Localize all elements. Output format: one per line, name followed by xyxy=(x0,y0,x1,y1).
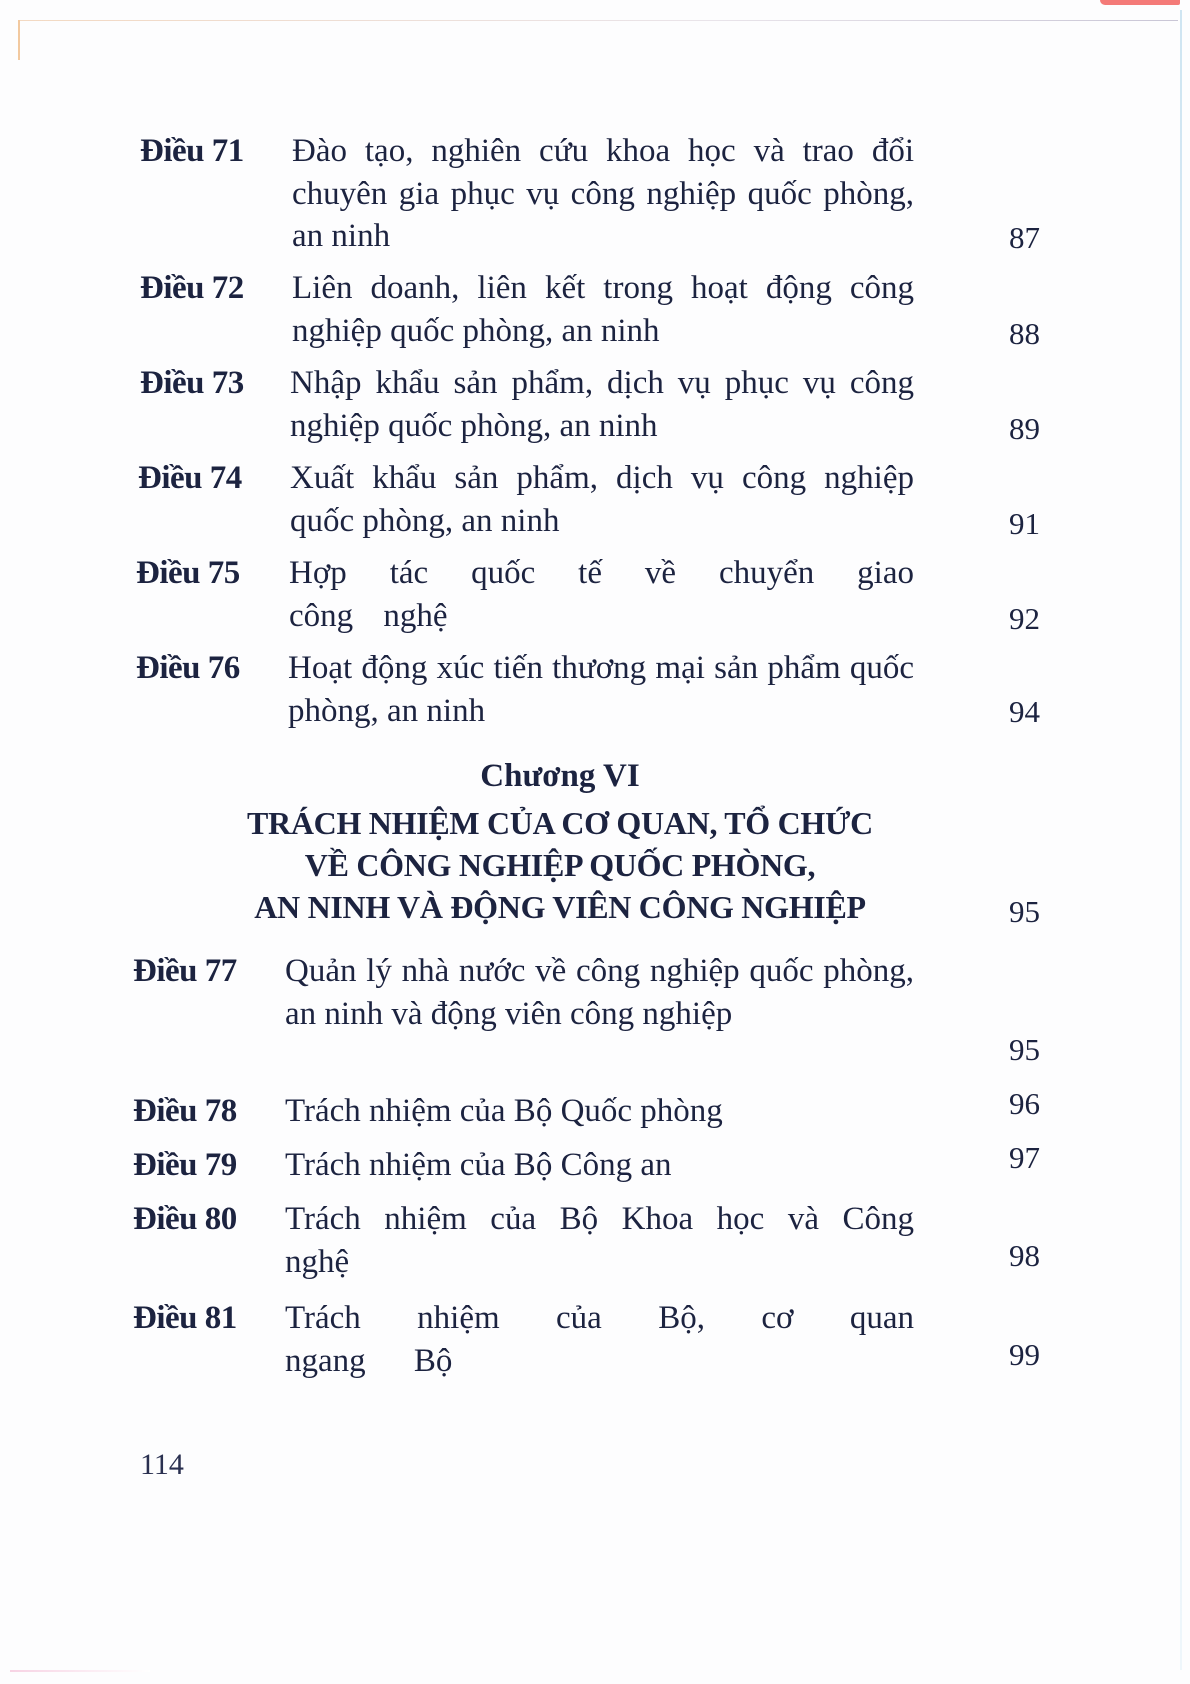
article-label: Điều 77 xyxy=(133,953,237,989)
chapter-title-line-3: AN NINH VÀ ĐỘNG VIÊN CÔNG NGHIỆP xyxy=(254,889,866,925)
page-number: 94 xyxy=(1009,694,1040,729)
article-label: Điều 71 xyxy=(140,133,244,169)
chapter-name: Chương VI xyxy=(480,758,640,794)
article-label: Điều 80 xyxy=(133,1201,237,1237)
page-number: 96 xyxy=(1009,1086,1040,1121)
article-title: Trách nhiệm của Bộ Quốc phòng xyxy=(285,1093,723,1129)
article-label: Điều 72 xyxy=(140,270,244,306)
article-label: Điều 81 xyxy=(133,1300,237,1336)
article-label: Điều 73 xyxy=(140,365,244,401)
article-title: Quản lý nhà nước về công nghiệp quốc phòng, an ninh và động viên công nghiệp xyxy=(285,953,914,1032)
article-title: Trách nhiệm của Bộ Công an xyxy=(285,1147,672,1183)
article-title: Đào tạo, nghiên cứu khoa học và trao đổi chuyên gia phục vụ công nghiệp quốc phòng, an ninh xyxy=(292,133,914,254)
article-title: Hợp tác quốc tế về chuyển giao công nghệ xyxy=(289,555,914,634)
page-edge-top xyxy=(18,20,1178,21)
page-number: 91 xyxy=(1009,506,1040,541)
article-label: Điều 74 xyxy=(138,460,242,496)
article-label: Điều 78 xyxy=(133,1093,237,1129)
article-title: Trách nhiệm của Bộ Khoa học và Công nghệ xyxy=(285,1201,914,1280)
chapter-heading xyxy=(140,754,980,928)
footer-page-number: 114 xyxy=(140,1448,184,1481)
article-title: Xuất khẩu sản phẩm, dịch vụ công nghiệp quốc phòng, an ninh xyxy=(290,460,914,539)
chapter-page-number: 95 xyxy=(1009,894,1040,929)
article-title: Hoạt động xúc tiến thương mại sản phẩm quốc phòng, an ninh xyxy=(288,650,914,729)
page-edge-red-mark xyxy=(1100,0,1180,5)
page-number: 98 xyxy=(1009,1238,1040,1273)
page-corner-bottom xyxy=(10,1670,150,1672)
article-label: Điều 79 xyxy=(133,1147,237,1183)
chapter-title-line-2: VỀ CÔNG NGHIỆP QUỐC PHÒNG, xyxy=(304,847,816,883)
page-number: 99 xyxy=(1009,1337,1040,1372)
page-number: 92 xyxy=(1009,601,1040,636)
page-edge-right xyxy=(1180,10,1182,1670)
page-number: 88 xyxy=(1009,316,1040,351)
chapter-title-line-1: TRÁCH NHIỆM CỦA CƠ QUAN, TỔ CHỨC xyxy=(247,805,873,841)
article-title: Trách nhiệm của Bộ, cơ quan ngang Bộ xyxy=(285,1300,914,1379)
article-title: Liên doanh, liên kết trong hoạt động công nghiệp quốc phòng, an ninh xyxy=(292,270,914,349)
page-number: 87 xyxy=(1009,220,1040,255)
article-title: Nhập khẩu sản phẩm, dịch vụ phục vụ công nghiệp quốc phòng, an ninh xyxy=(290,365,914,444)
page-number: 95 xyxy=(1009,1032,1040,1067)
article-label: Điều 75 xyxy=(136,555,240,591)
page-number: 97 xyxy=(1009,1140,1040,1175)
page-edge-left xyxy=(18,20,20,60)
article-label: Điều 76 xyxy=(136,650,240,686)
page-number: 89 xyxy=(1009,411,1040,446)
